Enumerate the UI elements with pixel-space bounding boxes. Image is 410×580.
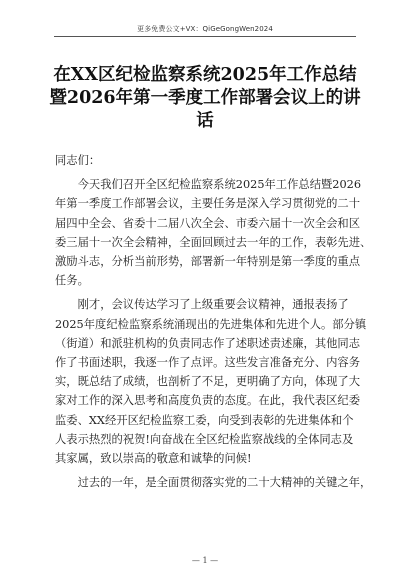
paragraph-line: 任务。 [55,274,89,288]
title-line-1: 在XX区纪检监察系统2025年工作总结 [53,65,357,85]
header-divider [54,36,356,37]
paragraph-line: 监委、XX经开区纪检监察工委，向受到表彰的先进集体和个 [55,413,354,427]
paragraph-line: 2025年度纪检监察系统涌现出的先进集体和先进个人。部分镇 [55,317,367,331]
paragraph-1 [55,175,372,290]
paragraph-line: 年第一季度工作部署会议，主要任务是深入学习贯彻党的二十 [55,197,361,211]
paragraph-2 [55,295,367,468]
title-line-3: 话 [196,111,214,131]
document-body [55,151,372,492]
paragraph-line: 届四中全会、省委十二届八次全会、市委六届十一次全会和区 [55,216,361,230]
paragraph-line: 实，既总结了成绩，也剖析了不足，更明确了方向，体现了大 [55,375,361,389]
paragraph-line: （街道）和派驻机构的负责同志作了述职述责述廉，其他同志 [55,336,361,350]
page-number: — 1 — [191,556,219,565]
title-line-2: 暨2026年第一季度工作部署会议上的讲 [49,88,361,108]
paragraph-line: 其家属，致以崇高的敬意和诚挚的问候! [55,452,252,466]
paragraph-line: 今天我们召开全区纪检监察系统2025年工作总结暨2026 [77,178,362,192]
paragraph-line: 激励斗志，分析当前形势，部署新一年特别是第一季度的重点 [55,255,361,269]
paragraph-line: 委三届十一次全会精神，全面回顾过去一年的工作，表彰先进、 [55,235,372,249]
salutation: 同志们： [55,154,101,167]
paragraph-line: 人表示热烈的祝贺!向奋战在全区纪检监察战线的全体同志及 [55,432,354,446]
paragraph-line: 刚才，会议传达学习了上级重要会议精神，通报表扬了 [77,298,349,312]
page-header-text: 更多免费公文+VX：QiGeGongWen2024 [137,25,273,33]
paragraph-line: 家对工作的深入思考和高度负责的态度。在此，我代表区纪委 [55,394,361,408]
document-title [40,64,370,133]
paragraph-line: 过去的一年，是全面贯彻落实党的二十大精神的关键之年， [77,476,372,490]
paragraph-line: 作了书面述职，我逐一作了点评。这些发言准备充分、内容务 [55,356,361,370]
paragraph-3 [55,473,372,492]
